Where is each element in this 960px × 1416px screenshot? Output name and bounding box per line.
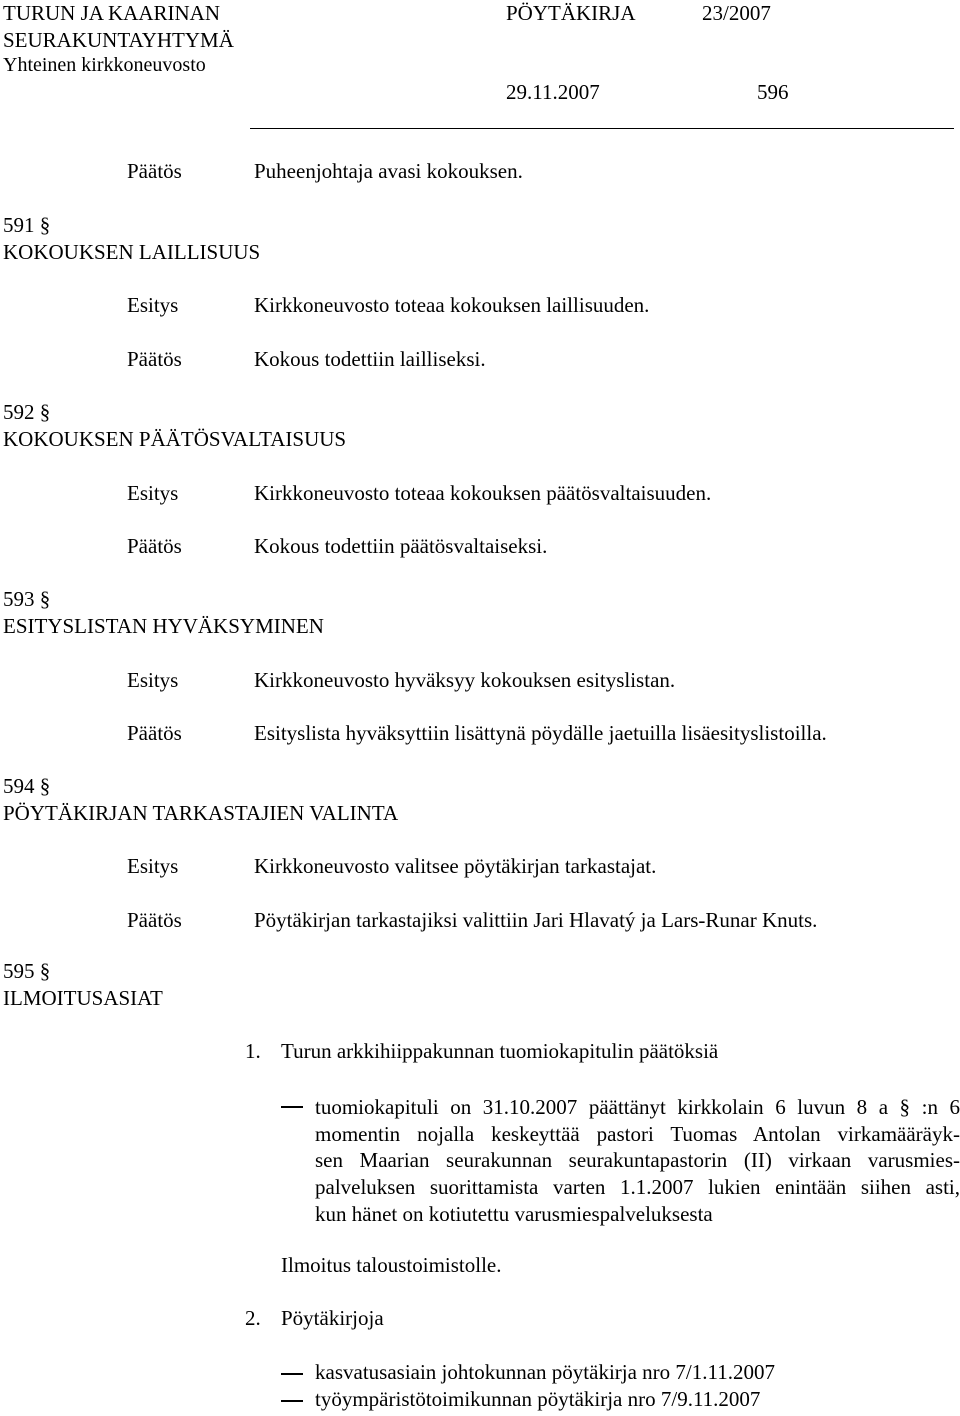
section-heading-591	[3, 215, 50, 236]
section-title-591: KOKOUKSEN LAILLISUUS	[3, 240, 261, 264]
section-heading-595	[3, 961, 50, 982]
paragraph-line: kun hänet on kotiutettu varusmiespalveluksesta	[315, 1201, 713, 1226]
announcement-2-number: 2.	[245, 1306, 261, 1330]
org-name-line2: SEURAKUNTAYHTYMÄ	[3, 28, 234, 52]
section-sign: §	[39, 213, 51, 237]
meeting-date: 29.11.2007	[506, 80, 600, 104]
opening-paatos-label: Päätös	[127, 159, 182, 183]
esitys-label: Esitys	[127, 854, 179, 878]
section-heading-592	[3, 402, 50, 423]
paragraph-line: momentin nojalla keskeyttää pastori Tuomas Antolan virkamääräyk-	[315, 1121, 960, 1146]
paatos-label: Päätös	[127, 908, 182, 932]
opening-paatos-text: Puheenjohtaja avasi kokouksen.	[254, 159, 523, 183]
section-number: 592	[3, 400, 35, 424]
paatos-label: Päätös	[127, 534, 182, 558]
section-sign: §	[39, 774, 51, 798]
esitys-label: Esitys	[127, 481, 179, 505]
section-title-594: PÖYTÄKIRJAN TARKASTAJIEN VALINTA	[3, 801, 399, 825]
announcement-1-note: Ilmoitus taloustoimistolle.	[281, 1253, 502, 1277]
paatos-text: Esityslista hyväksyttiin lisättynä pöydälle jaetuilla lisäesityslistoilla.	[254, 721, 827, 745]
esitys-text: Kirkkoneuvosto hyväksyy kokouksen esityslistan.	[254, 668, 676, 692]
esitys-label: Esitys	[127, 293, 179, 317]
paatos-text: Kokous todettiin lailliseksi.	[254, 347, 486, 371]
section-sign: §	[39, 959, 51, 983]
paatos-text: Kokous todettiin päätösvaltaiseksi.	[254, 534, 548, 558]
bullet-dash	[281, 1400, 303, 1402]
section-number: 595	[3, 959, 35, 983]
esitys-text: Kirkkoneuvosto toteaa kokouksen laillisuuden.	[254, 293, 650, 317]
section-number: 593	[3, 587, 35, 611]
section-sign: §	[39, 400, 51, 424]
section-title-595: ILMOITUSASIAT	[3, 986, 163, 1010]
paatos-text: Pöytäkirjan tarkastajiksi valittiin Jari Hlavatý ja Lars-Runar Knuts.	[254, 908, 818, 932]
header-rule	[250, 128, 954, 129]
paatos-label: Päätös	[127, 347, 182, 371]
paragraph-line: tuomiokapituli on 31.10.2007 päättänyt kirkkolain 6 luvun 8 a § :n 6	[315, 1095, 960, 1119]
paatos-label: Päätös	[127, 721, 182, 745]
announcement-2-title: Pöytäkirjoja	[281, 1306, 384, 1330]
esitys-text: Kirkkoneuvosto valitsee pöytäkirjan tarkastajat.	[254, 854, 657, 878]
bullet-dash	[281, 1373, 303, 1375]
body-name: Yhteinen kirkkoneuvosto	[3, 54, 206, 76]
doc-type: PÖYTÄKIRJA	[506, 1, 636, 25]
announcement-2-bullet-2: työympäristötoimikunnan pöytäkirja nro 7/9.11.2007	[315, 1387, 761, 1411]
section-heading-594	[3, 776, 50, 797]
announcement-1-title: Turun arkkihiippakunnan tuomiokapitulin päätöksiä	[281, 1039, 719, 1063]
page-number: 596	[757, 80, 789, 104]
section-title-592: KOKOUKSEN PÄÄTÖSVALTAISUUS	[3, 427, 347, 451]
org-name-line1: TURUN JA KAARINAN	[3, 1, 221, 25]
announcement-2-bullet-1: kasvatusasiain johtokunnan pöytäkirja nro 7/1.11.2007	[315, 1360, 775, 1384]
section-number: 594	[3, 774, 35, 798]
paragraph-line: palveluksen suorittamista varten 1.1.2007 lukien enintään siihen asti,	[315, 1175, 960, 1200]
esitys-text: Kirkkoneuvosto toteaa kokouksen päätösvaltaisuuden.	[254, 481, 712, 505]
section-title-593: ESITYSLISTAN HYVÄKSYMINEN	[3, 614, 324, 638]
section-sign: §	[39, 587, 51, 611]
section-heading-593	[3, 589, 50, 610]
doc-number: 23/2007	[702, 1, 771, 25]
section-number: 591	[3, 213, 35, 237]
esitys-label: Esitys	[127, 668, 179, 692]
bullet-dash	[281, 1106, 303, 1108]
paragraph-line: sen Maarian seurakunnan seurakuntapastorin (II) virkaan varusmies-	[315, 1148, 960, 1173]
announcement-1-number: 1.	[245, 1039, 261, 1063]
announcement-1-paragraph	[315, 1094, 960, 1228]
